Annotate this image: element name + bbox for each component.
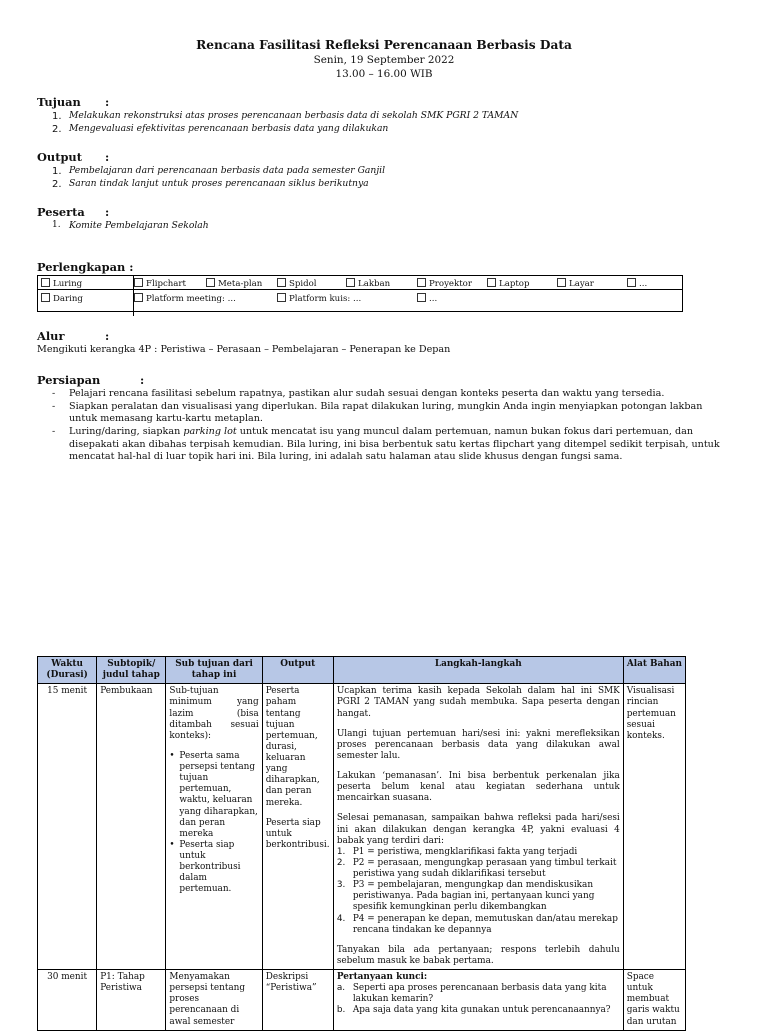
checkbox-flipchart[interactable]: Flipchart: [133, 275, 186, 293]
list-item: 3. P3 = pembelajaran, mengungkap dan mendiskusikan peristiwanya. Pada bagian ini, pertanyaan kunci yang spesifik kemungkinan perlu dikembangkan: [336, 880, 595, 913]
persiapan-heading: Persiapan :: [37, 373, 145, 387]
checkbox-layar[interactable]: Layar: [557, 278, 594, 290]
tujuan-heading: Tujuan :: [37, 95, 110, 109]
checkbox-platform-meeting[interactable]: Platform meeting: ...: [133, 289, 236, 316]
peserta-heading: Peserta :: [37, 205, 110, 219]
cell-output: Deskripsi “Peristiwa”: [262, 970, 333, 1031]
checkbox-icon: [557, 278, 566, 287]
cell-subtujuan: Menyamakan persepsi tentang proses perencanaan di awal semester: [166, 970, 262, 1031]
list-item: b. Apa saja data yang kita gunakan untuk perencanaannya?: [336, 1005, 611, 1016]
langkah-steps: [337, 847, 620, 936]
perlengkapan-heading: Perlengkapan :: [37, 260, 134, 274]
list-item: 1. Komite Pembelajaran Sekolah: [52, 220, 209, 231]
table-row: [38, 684, 686, 970]
list-item: 1. Pembelajaran dari perencanaan berbasis data pada semester Ganjil: [52, 165, 386, 177]
cell-langkah: Ucapkan terima kasih kepada Sekolah dalam hal ini SMK PGRI 2 TAMAN yang sudah membuka. Sapa peserta dengan hangat. Ulangi tujuan pertemuan hari/sesi ini: yakni merefleksikan proses perencanaan berbasis data yang dilakukan awal semester lalu. Lakukan ‘pemanasan’. Ini bisa berbentuk perkenalan jika peserta belum kenal atau kegiatan sederhana untuk mencairkan suasana. Selesai pemanasan, sampaikan bahwa refleksi pada hari/sesi ini akan dilakukan dengan kerangka 4P, yakni evaluasi 4 babak yang terdiri dari: 1. P1 = peristiwa, mengklarifikasi fakta yang terjadi 2. P2 = perasaan, mengungkap perasaan yang timbul terkait peristiwa yang sudah diklarifikasi tersebut 3. P3 = pembelajaran, mengungkap dan mendiskusikan peristiwanya. Pada bagian ini, pertanyaan kunci yang spesifik kemungkinan perlu dikembangkan 4. P4 = penerapan ke depan, memutuskan dan/atau merekap rencana tindakan ke depannya Tanyakan bila ada pertanyaan; respons terlebih dahulu sebelum masuk ke babak pertama.: [333, 684, 623, 970]
column-header-waktu: Waktu (Durasi): [38, 657, 97, 684]
checkbox-icon: [41, 293, 50, 302]
output-heading: Output :: [37, 150, 110, 164]
checkbox-other-1[interactable]: ...: [627, 278, 647, 290]
checkbox-icon: [627, 278, 636, 287]
checkbox-icon: [487, 278, 496, 287]
checkbox-icon: [417, 293, 426, 302]
checkbox-lakban[interactable]: Lakban: [346, 278, 390, 290]
list-item: 1. Melakukan rekonstruksi atas proses perencanaan berbasis data di sekolah SMK PGRI 2 TAMAN: [52, 110, 519, 122]
column-header-alat: Alat Bahan: [623, 657, 685, 684]
column-header-subtujuan: Sub tujuan dari tahap ini: [166, 657, 262, 684]
cell-langkah: Pertanyaan kunci: a. Seperti apa proses perencanaan berbasis data yang kita lakukan kemarin? b. Apa saja data yang kita gunakan untuk perencanaannya?: [333, 970, 623, 1031]
cell-subtopik: P1: Tahap Peristiwa: [97, 970, 166, 1031]
column-header-langkah: Langkah-langkah: [333, 657, 623, 684]
checkbox-icon: [134, 293, 143, 302]
column-header-output: Output: [262, 657, 333, 684]
checkbox-platform-kuis[interactable]: Platform kuis: ...: [277, 293, 361, 305]
column-header-subtopik: Subtopik/ judul tahap: [97, 657, 166, 684]
list-item: 2. P2 = perasaan, mengungkap perasaan yang timbul terkait peristiwa yang sudah diklarifikasi tersebut: [336, 857, 617, 879]
peserta-list: [52, 220, 692, 233]
list-item: • Peserta siap untuk berkontribusi dalam pertemuan.: [169, 840, 258, 896]
list-item: 2. Mengevaluasi efektivitas perencanaan berbasis data yang dilakukan: [52, 123, 389, 135]
checkbox-icon: [206, 278, 215, 287]
document-title: Rencana Fasilitasi Refleksi Perencanaan Berbasis Data: [196, 38, 572, 52]
checkbox-icon: [417, 278, 426, 287]
list-item: - Siapkan peralatan dan visualisasi yang diperlukan. Bila rapat dilakukan luring, mungkin Anda ingin menyiapkan potongan lakban untuk memasang kartu-kartu metaplan.: [52, 400, 703, 425]
checkbox-icon: [134, 278, 143, 287]
table-row: [38, 970, 686, 1031]
perlengkapan-row-luring: [38, 276, 683, 290]
checkbox-icon: [346, 278, 355, 287]
checkbox-spidol[interactable]: Spidol: [277, 278, 317, 290]
alur-text: Mengikuti kerangka 4P : Peristiwa – Perasaan – Pembelajaran – Penerapan ke Depan: [37, 344, 451, 355]
cell-alat: Visualisasi rincian pertemuan sesuai konteks.: [623, 684, 685, 970]
checkbox-metaplan[interactable]: Meta-plan: [206, 278, 262, 290]
cell-subtopik: Pembukaan: [97, 684, 166, 970]
subtujuan-bullets: [169, 751, 258, 896]
checkbox-daring[interactable]: Daring: [41, 293, 83, 305]
document-time: 13.00 – 16.00 WIB: [335, 68, 433, 80]
persiapan-list: [52, 388, 732, 464]
cell-subtujuan: Sub-tujuan minimum yang lazim (bisa ditambah sesuai konteks): • Peserta sama persepsi tentang tujuan pertemuan, waktu, keluaran yang diharapkan, dan peran mereka • Peserta siap untuk berkontribusi dalam pertemuan.: [166, 684, 262, 970]
cell-alat: Space untuk membuat garis waktu dan urutan: [623, 970, 685, 1031]
perlengkapan-row-daring: [38, 290, 683, 312]
table-header-row: [38, 657, 686, 684]
tujuan-list: [52, 110, 692, 136]
checkbox-icon: [277, 278, 286, 287]
checkbox-icon: [277, 293, 286, 302]
list-item: 2. Saran tindak lanjut untuk proses perencanaan siklus berikutnya: [52, 178, 369, 190]
checkbox-luring[interactable]: Luring: [41, 278, 82, 290]
list-item: 1. P1 = peristiwa, mengklarifikasi fakta yang terjadi: [336, 846, 578, 857]
list-item: - Pelajari rencana fasilitasi sebelum rapatnya, pastikan alur sudah sesuai dengan konteks peserta dan waktu yang tersedia.: [52, 388, 665, 399]
perlengkapan-table: [37, 275, 683, 312]
list-item: 4. P4 = penerapan ke depan, memutuskan dan/atau merekap rencana tindakan ke depannya: [336, 913, 618, 935]
document-date: Senin, 19 September 2022: [313, 54, 455, 66]
checkbox-other-2[interactable]: ...: [417, 293, 437, 305]
checkbox-laptop[interactable]: Laptop: [487, 278, 529, 290]
output-list: [52, 165, 692, 191]
checkbox-proyektor[interactable]: Proyektor: [417, 278, 472, 290]
facilitation-table: [37, 656, 686, 1031]
checkbox-icon: [41, 278, 50, 287]
cell-output: Peserta paham tentang tujuan pertemuan, durasi, keluaran yang diharapkan, dan peran mereka. Peserta siap untuk berkontribusi.: [262, 684, 333, 970]
list-item: a. Seperti apa proses perencanaan berbasis data yang kita lakukan kemarin?: [336, 983, 607, 1005]
pertanyaan-kunci-list: [337, 983, 620, 1016]
alur-heading: Alur :: [37, 329, 110, 343]
cell-waktu: 30 menit: [38, 970, 97, 1031]
list-item: • Peserta sama persepsi tentang tujuan pertemuan, waktu, keluaran yang diharapkan, dan peran mereka: [169, 751, 258, 840]
cell-waktu: 15 menit: [38, 684, 97, 970]
list-item: - Luring/daring, siapkan parking lot untuk mencatat isu yang muncul dalam pertemuan, namun bukan fokus dari pertemuan, dan disepakati akan dibahas terpisah kemudian. Bila luring, ini bisa berbentuk satu kertas flipchart yang ditempel sedikit terpisah, untuk mencatat hal-hal di luar topik hari ini. Bila luring, ini adalah satu halaman atau slide khusus dengan fungsi sama.: [52, 425, 720, 463]
